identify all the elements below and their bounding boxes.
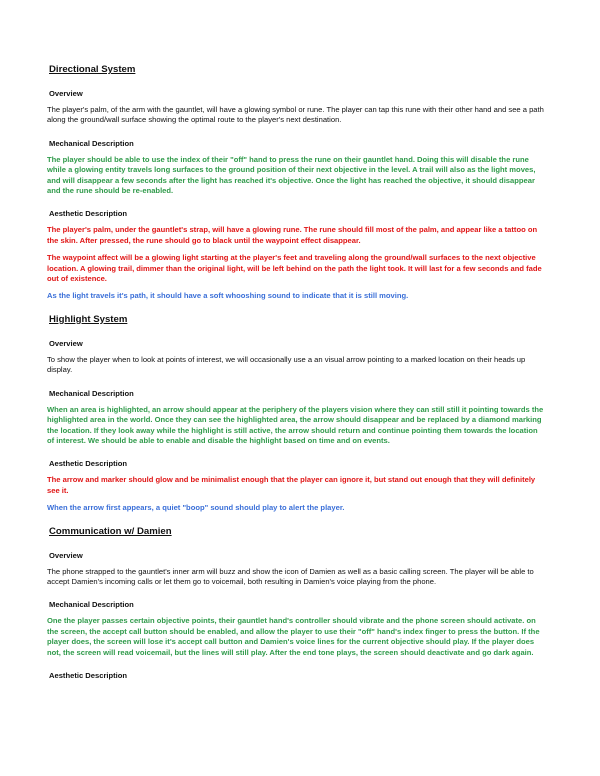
aesthetic-visual-text: The player's palm, under the gauntlet's strap, will have a glowing rune. The rune should fill most of the palm, and appear like a tattoo on the skin. After pressed, the rune should go to black until the waypoint effect disappear. <box>47 225 538 245</box>
mechanical-text: The player should be able to use the index of their "off" hand to press the rune on their gauntlet hand. Doing this will disable the rune while a glowing entity travels long surfaces to the ground position of their next objective in the level. A trail will also as the light moves, and will disappear a few seconds after the light has reached it's objective. Once the light has reached the objective, it should disappear and the rune should be re-enabled. <box>47 154 536 196</box>
overview-text: The player's palm, of the arm with the gauntlet, will have a glowing symbol or rune. The player can tap this rune with their other hand and see a path along the ground/wall surface showing the optimal route to the player's next destination. <box>47 105 544 125</box>
mechanical-text: One the player passes certain objective points, their gauntlet hand's controller should vibrate and the phone screen should activate. on the screen, the accept call button should be enabled, and allow the player to use their "off" hand's index finger to press the button. If the player does, the screen will lose it's accept call button and Damien's voice lines for the current objective should play. If the player does not, the screen will read voicemail, but the lines will still play. After the end tone plays, the screen should deactivate and go dark again. <box>47 616 540 657</box>
mechanical-text: When an area is highlighted, an arrow should appear at the periphery of the players vision where they can still still it pointing towards the highlighted area in the world. Once they can see the highlighted area, the arrow should disappear and be replaced by a diamond marking the location. If they look away while the highlight is still active, the arrow should return and continue pointing them towards the location of interest. We should be able to enable and disable the highlight based on time and on events. <box>47 404 544 445</box>
overview-heading: Overview <box>49 338 83 348</box>
section-directional-system <box>47 64 545 302</box>
aesthetic-heading: Aesthetic Description <box>49 670 128 680</box>
aesthetic-audio-text: As the light travels it's path, it should have a soft whooshing sound to indicate that it is still moving. <box>47 291 409 301</box>
overview-text: The phone strapped to the gauntlet's inner arm will buzz and show the icon of Damien as well as a basic calling screen. The player will be able to accept Damien's incoming calls or let them go to voicemail, both resulting in Damien's voice playing from the phone. <box>47 566 534 586</box>
mechanical-heading: Mechanical Description <box>49 600 134 610</box>
section-highlight-system <box>47 314 545 514</box>
aesthetic-heading: Aesthetic Description <box>49 209 128 219</box>
aesthetic-visual-text: The arrow and marker should glow and be minimalist enough that the player can ignore it, but stand out enough that they will definitely see it. <box>47 475 536 495</box>
section-title: Highlight System <box>49 313 128 325</box>
overview-text: To show the player when to look at points of interest, we will occasionally use a an visual arrow pointing to a marked location on their heads up display. <box>47 354 526 375</box>
overview-heading: Overview <box>49 550 83 560</box>
overview-heading: Overview <box>49 89 83 98</box>
section-title: Directional System <box>49 64 136 75</box>
section-title: Communication w/ Damien <box>49 525 172 537</box>
aesthetic-heading: Aesthetic Description <box>49 459 128 469</box>
mechanical-heading: Mechanical Description <box>49 138 134 148</box>
aesthetic-visual-text: The waypoint affect will be a glowing light starting at the player's feet and traveling along the ground/wall surfaces to the next objective location. A glowing trail, dimmer than the original light, will be left behind on the path the light took. It will last for a few seconds and fade out of existence. <box>47 253 542 284</box>
aesthetic-audio-text: When the arrow first appears, a quiet "boop" sound should play to alert the player. <box>47 503 345 513</box>
mechanical-heading: Mechanical Description <box>49 388 134 398</box>
section-communication-damien <box>47 526 545 681</box>
